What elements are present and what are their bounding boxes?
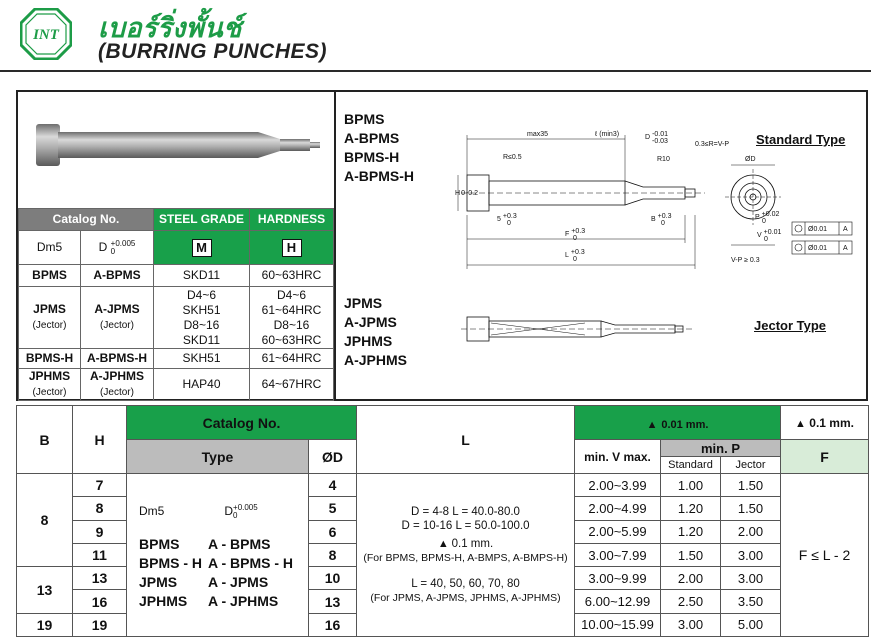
- f-value: F ≤ L - 2: [781, 474, 869, 637]
- page-title-thai: เบอร์ริ่งพั้นช์: [98, 13, 242, 43]
- triangle-up-icon: ▲: [795, 417, 806, 430]
- gdt-value-1: Ø0.01: [808, 226, 828, 233]
- page-title-english: (BURRING PUNCHES): [98, 40, 327, 63]
- table-row: 8 5 2.00~4.99 1.20 1.50: [17, 497, 869, 520]
- dim-od: ØD: [745, 156, 756, 163]
- spec-row: BPMS A-BPMS SKD11 60~63HRC: [19, 265, 334, 287]
- table-row: 16 13 6.00~12.99 2.50 3.50: [17, 590, 869, 613]
- header-type: Type: [127, 440, 309, 474]
- spec-row: BPMS-H A-BPMS-H SKH51 61~64HRC: [19, 349, 334, 369]
- header-f: F: [781, 440, 869, 474]
- standard-models-list: BPMS A-BPMS BPMS-H A-BPMS-H: [344, 111, 414, 184]
- dim-v-eq: 0.3≤R=V-P: [695, 141, 729, 148]
- header-l: L: [357, 406, 575, 474]
- panel-divider: [334, 92, 336, 399]
- dim-l-tol: L +0.3 0: [565, 249, 585, 263]
- dimension-table: [16, 405, 869, 637]
- header-min-p: min. P Standard Jector: [661, 440, 781, 474]
- table-row: 9 6 2.00~5.99 1.20 2.00: [17, 520, 869, 543]
- dim-max35: max35: [527, 131, 549, 138]
- table-row: 19 19 16 10.00~15.99 3.00 5.00: [17, 613, 869, 636]
- dim-h-tol: H0-0.2: [455, 190, 479, 197]
- header-standard: Standard: [661, 457, 721, 473]
- dim-b-tol: B +0.3 0: [651, 213, 672, 227]
- d-tolerance: D +0.005 0: [81, 231, 154, 265]
- dim-d-tol: D -0.01 -0.03: [645, 131, 669, 145]
- header-divider: [0, 70, 871, 72]
- header-od: ØD: [309, 440, 357, 474]
- technical-drawing: [455, 125, 860, 375]
- table-row: 11 8 3.00~7.99 1.50 3.00: [17, 543, 869, 566]
- gdt-ref-2: A: [843, 245, 848, 252]
- logo-text: INT: [33, 27, 59, 43]
- dim-v-tol: V +0.01 0: [757, 229, 782, 243]
- steel-grade-symbol-cell: [154, 231, 250, 265]
- gdt-value-2: Ø0.01: [808, 245, 828, 252]
- dim-vp: V-P ≥ 0.3: [731, 257, 760, 264]
- header-jector: Jector: [735, 459, 766, 471]
- triangle-up-icon: ▲: [437, 538, 449, 551]
- header-min-v-max: min. V max.: [575, 440, 661, 474]
- table-row: 13 13 10 3.00~9.99 2.00 3.00: [17, 567, 869, 590]
- dim-s-tol: 5 +0.3 0: [497, 213, 517, 227]
- dim-f-tol: F +0.3 0: [565, 228, 586, 242]
- header-h: H: [73, 406, 127, 474]
- jector-models-list: JPMS A-JPMS JPHMS A-JPHMS: [344, 295, 408, 368]
- punch-photo: [18, 92, 334, 208]
- standard-type-label: Standard Type: [756, 132, 846, 147]
- hardness-symbol: H: [282, 239, 302, 257]
- gdt-ref-1: A: [843, 226, 848, 233]
- hardness-header: HARDNESS: [250, 209, 334, 231]
- table-row: 8 7 Dm5 D+0.005 0 BPMS A - BPMS BPMS - H A - BPMS - H JPMS A - JPMS JPHMS A - JPHMS 4 D = 4-8 L = 40.0-80.0 D = 10-16 L = 50.0-100.0 ▲ 0.1 mm. (For BPMS, BPMS-H, A-BMPS, A-BMPS-H) L = 40, 50, 60, 70, 80 (For JPMS, A-JPMS, JPHMS, A-JPHMS) 2.00~3.99 1.00 1.50 F ≤ L - 2: [17, 474, 869, 497]
- spec-table: [18, 208, 334, 401]
- type-cell: Dm5 D+0.005 0 BPMS A - BPMS BPMS - H A - BPMS - H JPMS A - JPMS JPHMS A - JPHMS: [127, 474, 309, 637]
- dim-r10: R10: [657, 156, 670, 163]
- header-tol-001: ▲ 0.01 mm.: [575, 406, 781, 440]
- header-tol-01: ▲ 0.1 mm.: [781, 406, 869, 440]
- steel-grade-header: STEEL GRADE: [154, 209, 250, 231]
- l-cell: D = 4-8 L = 40.0-80.0 D = 10-16 L = 50.0-100.0 ▲ 0.1 mm. (For BPMS, BPMS-H, A-BMPS, A-BMPS-H) L = 40, 50, 60, 70, 80 (For JPMS, A-JPMS, JPHMS, A-JPHMS): [357, 474, 575, 637]
- jector-type-label: Jector Type: [754, 318, 827, 333]
- dim-r05: R≤0.5: [503, 154, 522, 161]
- hardness-symbol-cell: [250, 231, 334, 265]
- steel-grade-symbol: M: [192, 239, 212, 257]
- triangle-up-icon: ▲: [646, 418, 658, 431]
- dim-p-tol: P +0.02 0: [755, 211, 780, 225]
- spec-row: JPMS (Jector) A-JPMS (Jector) D4~6 SKH51 D8~16 SKD11 D4~6 61~64HRC D8~16 60~63HRC: [19, 287, 334, 349]
- header-b: B: [17, 406, 73, 474]
- dim-l-min3: ℓ (min3): [595, 131, 620, 138]
- header-catalog-no: Catalog No.: [127, 406, 357, 440]
- spec-row: JPHMS (Jector) A-JPHMS (Jector) HAP40 64~67HRC: [19, 369, 334, 401]
- catalog-no-header: Catalog No.: [19, 209, 154, 231]
- int-logo: [20, 8, 72, 60]
- dm5-label: Dm5: [19, 231, 81, 265]
